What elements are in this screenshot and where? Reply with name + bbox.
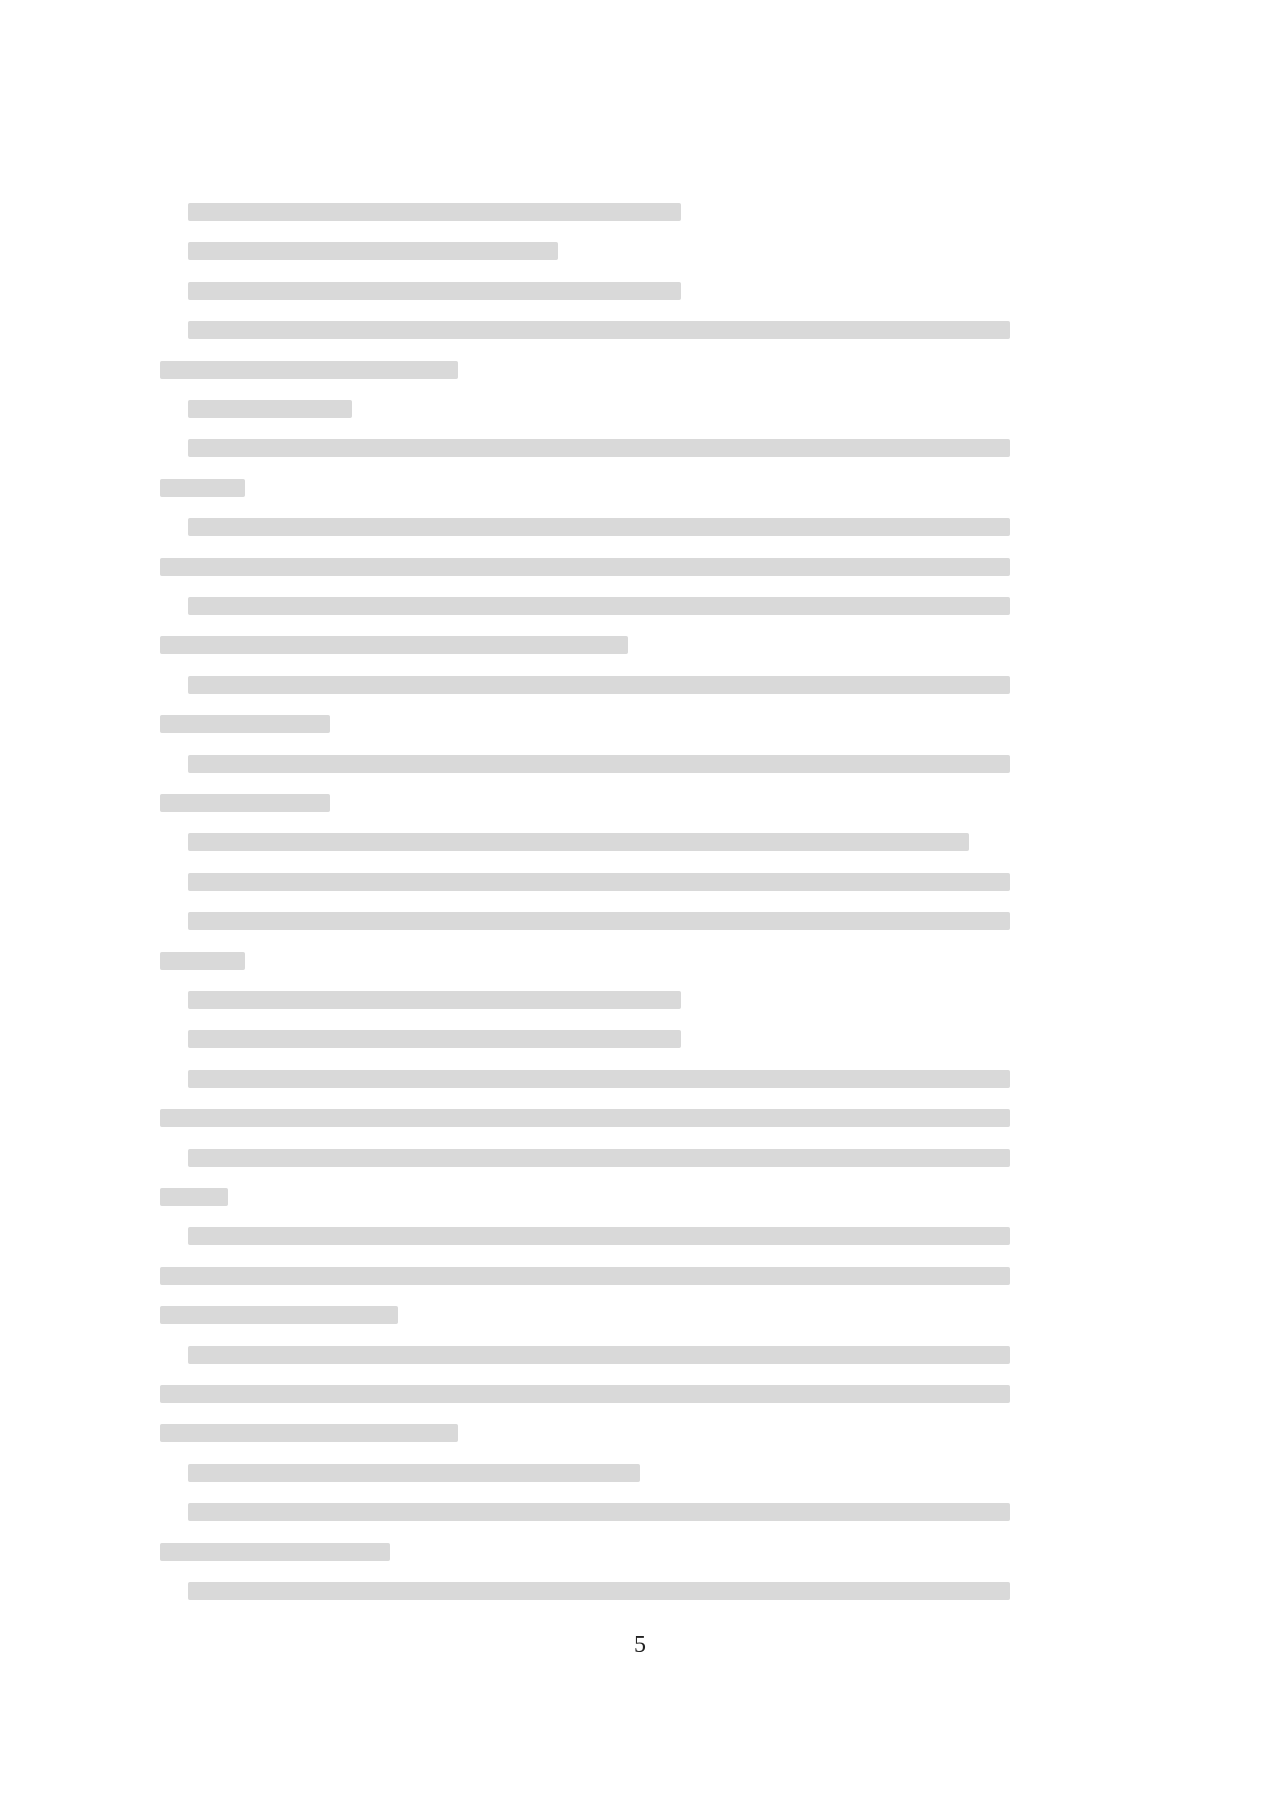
redacted-text-line (188, 991, 681, 1009)
redacted-text-line (160, 1543, 390, 1561)
page-number: 5 (634, 1632, 646, 1658)
redacted-text-line (188, 242, 558, 260)
redacted-text-line (160, 1385, 1010, 1403)
redacted-text-line (188, 400, 352, 418)
redacted-text-line (160, 1306, 398, 1324)
redacted-text-line (160, 952, 245, 970)
redacted-text-line (188, 282, 681, 300)
redacted-text-line (188, 1149, 1010, 1167)
redacted-text-line (160, 794, 330, 812)
redacted-text-line (160, 715, 330, 733)
redacted-text-line (188, 203, 681, 221)
redacted-text-line (188, 676, 1010, 694)
redacted-text-line (188, 755, 1010, 773)
redacted-text-line (160, 1109, 1010, 1127)
redacted-text-line (188, 1464, 640, 1482)
redacted-text-line (160, 361, 458, 379)
redacted-text-line (188, 439, 1010, 457)
redacted-text-line (188, 1227, 1010, 1245)
redacted-text-line (188, 1346, 1010, 1364)
redacted-text-line (160, 1267, 1010, 1285)
redacted-text-line (160, 636, 628, 654)
redacted-text-line (188, 321, 1010, 339)
redacted-text-line (160, 1424, 458, 1442)
redacted-text-line (188, 833, 969, 851)
redacted-text-line (188, 518, 1010, 536)
redacted-text-line (188, 1582, 1010, 1600)
redacted-text-line (188, 912, 1010, 930)
redacted-text-line (188, 597, 1010, 615)
redacted-text-line (188, 873, 1010, 891)
redacted-text-line (160, 558, 1010, 576)
redacted-text-line (188, 1503, 1010, 1521)
redacted-text-line (188, 1070, 1010, 1088)
redacted-text-line (188, 1030, 681, 1048)
redacted-text-line (160, 1188, 228, 1206)
redacted-text-line (160, 479, 245, 497)
